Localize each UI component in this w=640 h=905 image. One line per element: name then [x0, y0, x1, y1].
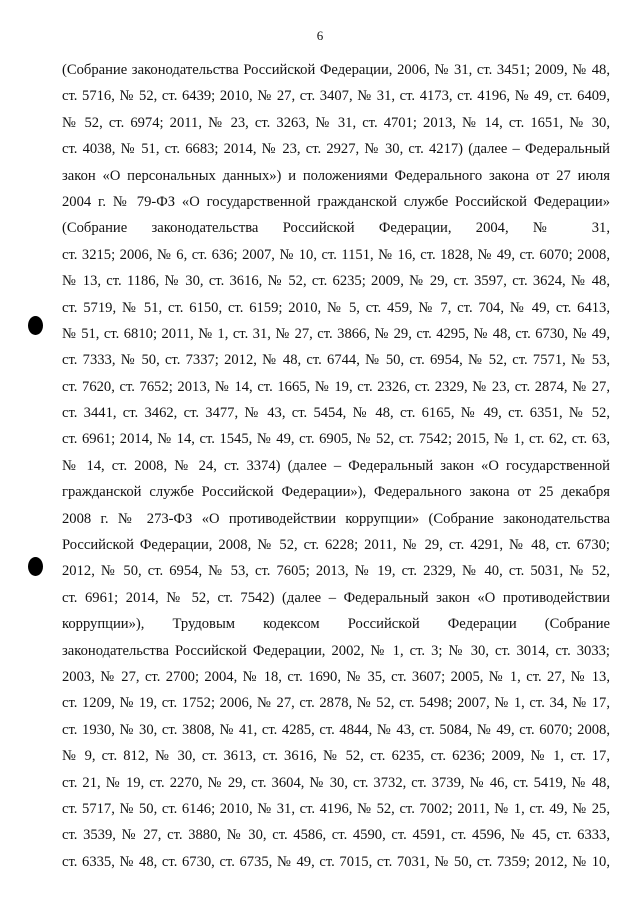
text-line: ст. 4038, № 51, ст. 6683; 2014, № 23, ст. 2927, № 30, ст. 4217) (далее – Федеральный: [62, 141, 610, 158]
page-number: 6: [316, 28, 324, 43]
text-line: ст. 3441, ст. 3462, ст. 3477, № 43, ст. 5454, № 48, ст. 6165, № 49, ст. 6351, № 52,: [62, 405, 610, 422]
text-line: законодательства Российской Федерации, 2002, № 1, ст. 3; № 30, ст. 3014, ст. 3033;: [62, 642, 610, 659]
body-text: [62, 57, 610, 875]
text-line: 2003, № 27, ст. 2700; 2004, № 18, ст. 1690, № 35, ст. 3607; 2005, № 1, ст. 27, № 13,: [62, 668, 610, 685]
text-line: коррупции»), Трудовым кодексом Российской Федерации (Собрание: [62, 616, 610, 633]
text-line: № 14, ст. 2008, № 24, ст. 3374) (далее – Федеральный закон «О государственной: [62, 457, 610, 474]
text-line: ст. 1930, № 30, ст. 3808, № 41, ст. 4285, ст. 4844, № 43, ст. 5084, № 49, ст. 6070; 2008,: [62, 721, 610, 738]
text-line: 2004 г. № 79-ФЗ «О государственной гражданской службе Российской Федерации»: [62, 193, 610, 210]
text-line: 2008 г. № 273-ФЗ «О противодействии коррупции» (Собрание законодательства: [62, 510, 610, 527]
text-line: № 52, ст. 6974; 2011, № 23, ст. 3263, № 31, ст. 4701; 2013, № 14, ст. 1651, № 30,: [62, 114, 610, 131]
text-line: ст. 7333, № 50, ст. 7337; 2012, № 48, ст. 6744, № 50, ст. 6954, № 52, ст. 7571, № 53,: [62, 352, 610, 369]
text-line: Российской Федерации, 2008, № 52, ст. 6228; 2011, № 29, ст. 4291, № 48, ст. 6730;: [62, 537, 610, 554]
text-line: гражданской службе Российской Федерации»), Федерального закона от 25 декабря: [62, 484, 610, 501]
text-line: ст. 3215; 2006, № 6, ст. 636; 2007, № 10, ст. 1151, № 16, ст. 1828, № 49, ст. 6070; 2008,: [62, 246, 610, 263]
text-line: № 9, ст. 812, № 30, ст. 3613, ст. 3616, № 52, ст. 6235, ст. 6236; 2009, № 1, ст. 17,: [62, 748, 610, 765]
text-line: ст. 21, № 19, ст. 2270, № 29, ст. 3604, № 30, ст. 3732, ст. 3739, № 46, ст. 5419, № 48,: [62, 774, 610, 791]
text-line: ст. 5717, № 50, ст. 6146; 2010, № 31, ст. 4196, № 52, ст. 7002; 2011, № 1, ст. 49, № 25,: [62, 800, 610, 817]
text-line: ст. 7620, ст. 7652; 2013, № 14, ст. 1665, № 19, ст. 2326, ст. 2329, № 23, ст. 2874, № 27,: [62, 378, 610, 395]
text-line: № 13, ст. 1186, № 30, ст. 3616, № 52, ст. 6235; 2009, № 29, ст. 3597, ст. 3624, № 48,: [62, 273, 610, 290]
text-line: (Собрание законодательства Российской Федерации, 2004, № 31,: [62, 220, 610, 237]
text-line: ст. 3539, № 27, ст. 3880, № 30, ст. 4586, ст. 4590, ст. 4591, ст. 4596, № 45, ст. 6333,: [62, 827, 610, 844]
text-line: ст. 6961; 2014, № 14, ст. 1545, № 49, ст. 6905, № 52, ст. 7542; 2015, № 1, ст. 62, ст. 63,: [62, 431, 610, 448]
text-line: закон «О персональных данных») и положениями Федерального закона от 27 июля: [62, 167, 610, 184]
text-line: ст. 1209, № 19, ст. 1752; 2006, № 27, ст. 2878, № 52, ст. 5498; 2007, № 1, ст. 34, № 17,: [62, 695, 610, 712]
text-line: ст. 5716, № 52, ст. 6439; 2010, № 27, ст. 3407, № 31, ст. 4173, ст. 4196, № 49, ст. 6409,: [62, 88, 610, 105]
text-line: (Собрание законодательства Российской Федерации, 2006, № 31, ст. 3451; 2009, № 48,: [62, 62, 610, 78]
punch-hole-mark: [28, 557, 43, 576]
text-line: 2012, № 50, ст. 6954, № 53, ст. 7605; 2013, № 19, ст. 2329, № 40, ст. 5031, № 52,: [62, 563, 610, 580]
text-line: № 51, ст. 6810; 2011, № 1, ст. 31, № 27, ст. 3866, № 29, ст. 4295, № 48, ст. 6730, № 49,: [62, 325, 610, 342]
text-line: ст. 6961; 2014, № 52, ст. 7542) (далее – Федеральный закон «О противодействии: [62, 589, 610, 606]
punch-hole-mark: [28, 316, 43, 335]
text-line: ст. 6335, № 48, ст. 6730, ст. 6735, № 49, ст. 7015, ст. 7031, № 50, ст. 7359; 2012, № 10,: [62, 853, 610, 870]
text-line: ст. 5719, № 51, ст. 6150, ст. 6159; 2010, № 5, ст. 459, № 7, ст. 704, № 49, ст. 6413,: [62, 299, 610, 316]
